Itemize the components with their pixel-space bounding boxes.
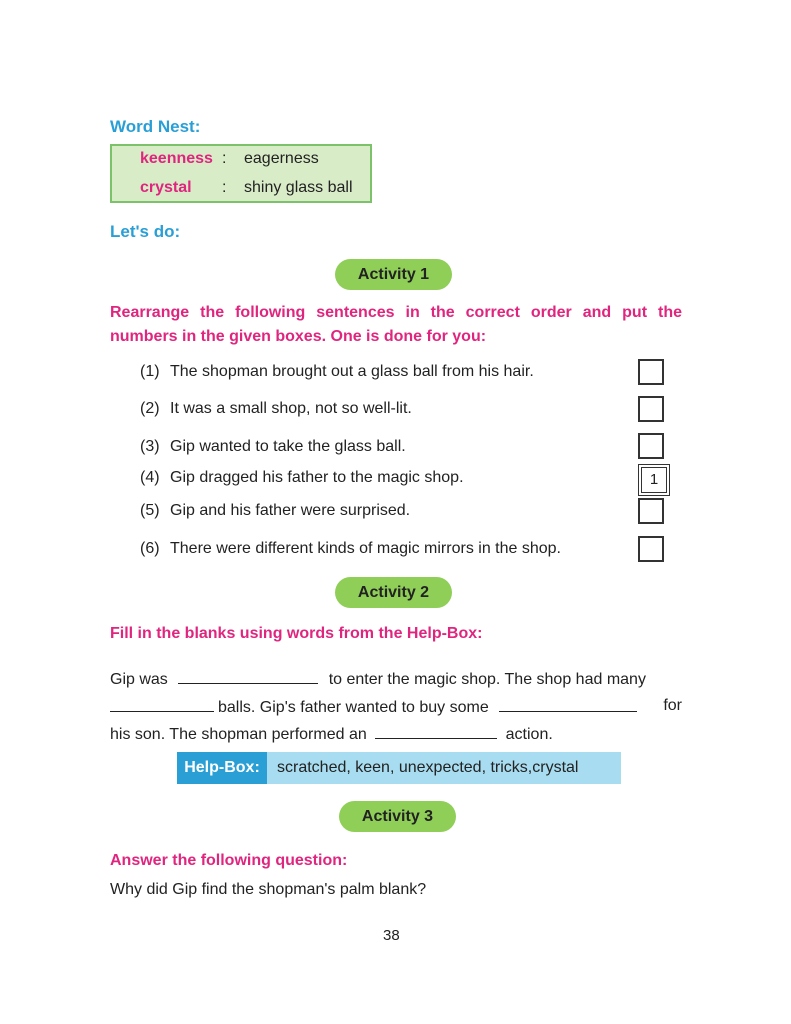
help-box [177, 752, 621, 784]
sentence-number: (5) [140, 502, 160, 519]
activity-2-badge: Activity 2 [335, 577, 452, 608]
word-nest-title: Word Nest: [110, 117, 201, 136]
answer-box[interactable] [638, 498, 664, 524]
word-meaning: shiny glass ball [244, 179, 353, 196]
fill-line-2 [110, 697, 682, 717]
answer-box[interactable] [638, 396, 664, 422]
sentence-item [140, 502, 410, 520]
activity-1-instruction: Rearrange the following sentences in the correct order and put the numbers in the given boxes. One is done for you: [110, 304, 682, 345]
sentence-text: There were different kinds of magic mirrors in the shop. [170, 540, 561, 557]
word-colon: : [222, 179, 227, 196]
blank-field[interactable] [178, 669, 318, 684]
sentence-text: It was a small shop, not so well-lit. [170, 400, 412, 417]
word-term: keenness [140, 150, 213, 167]
sentence-item [140, 469, 464, 487]
word-colon: : [222, 150, 227, 167]
answer-box[interactable] [638, 433, 664, 459]
word-nest-entry [140, 150, 319, 168]
word-nest-box [110, 144, 372, 203]
sentence-item [140, 363, 534, 381]
page-number: 38 [383, 927, 400, 944]
fill-text: for [663, 697, 682, 714]
sentence-text: The shopman brought out a glass ball from his hair. [170, 363, 534, 380]
fill-text: action. [505, 726, 553, 743]
sentence-number: (2) [140, 400, 160, 417]
sentence-number: (6) [140, 540, 160, 557]
sentence-item [140, 438, 406, 456]
sentence-item [140, 400, 412, 418]
activity-3-question: Why did Gip find the shopman's palm blank? [110, 881, 427, 898]
sentence-text: Gip dragged his father to the magic shop. [170, 469, 464, 486]
fill-text: balls. Gip's father wanted to buy some [218, 699, 489, 716]
fill-text: his son. The shopman performed an [110, 726, 367, 743]
activity-2-instruction: Fill in the blanks using words from the Help-Box: [110, 625, 483, 642]
fill-line-1 [110, 669, 646, 689]
help-box-words: scratched, keen, unexpected, tricks,crystal [277, 759, 579, 776]
sentence-number: (4) [140, 469, 160, 486]
sentence-text: Gip wanted to take the glass ball. [170, 438, 406, 455]
activity-1-badge: Activity 1 [335, 259, 452, 290]
word-nest-entry [140, 179, 353, 197]
answer-box-filled[interactable]: 1 [641, 467, 667, 493]
answer-box[interactable] [638, 536, 664, 562]
fill-line-3 [110, 724, 553, 744]
word-term: crystal [140, 179, 192, 196]
sentence-item [140, 540, 561, 558]
help-box-label: Help-Box: [177, 752, 267, 784]
sentence-number: (3) [140, 438, 160, 455]
sentence-text: Gip and his father were surprised. [170, 502, 411, 519]
activity-3-instruction: Answer the following question: [110, 852, 348, 869]
activity-3-badge: Activity 3 [339, 801, 456, 832]
blank-field[interactable] [375, 724, 497, 739]
fill-text: Gip was [110, 671, 168, 688]
sentence-number: (1) [140, 363, 160, 380]
blank-field[interactable] [110, 697, 214, 712]
fill-text: to enter the magic shop. The shop had many [328, 671, 646, 688]
word-meaning: eagerness [244, 150, 319, 167]
blank-field[interactable] [499, 697, 637, 712]
answer-box[interactable] [638, 359, 664, 385]
lets-do-heading: Let's do: [110, 222, 181, 241]
